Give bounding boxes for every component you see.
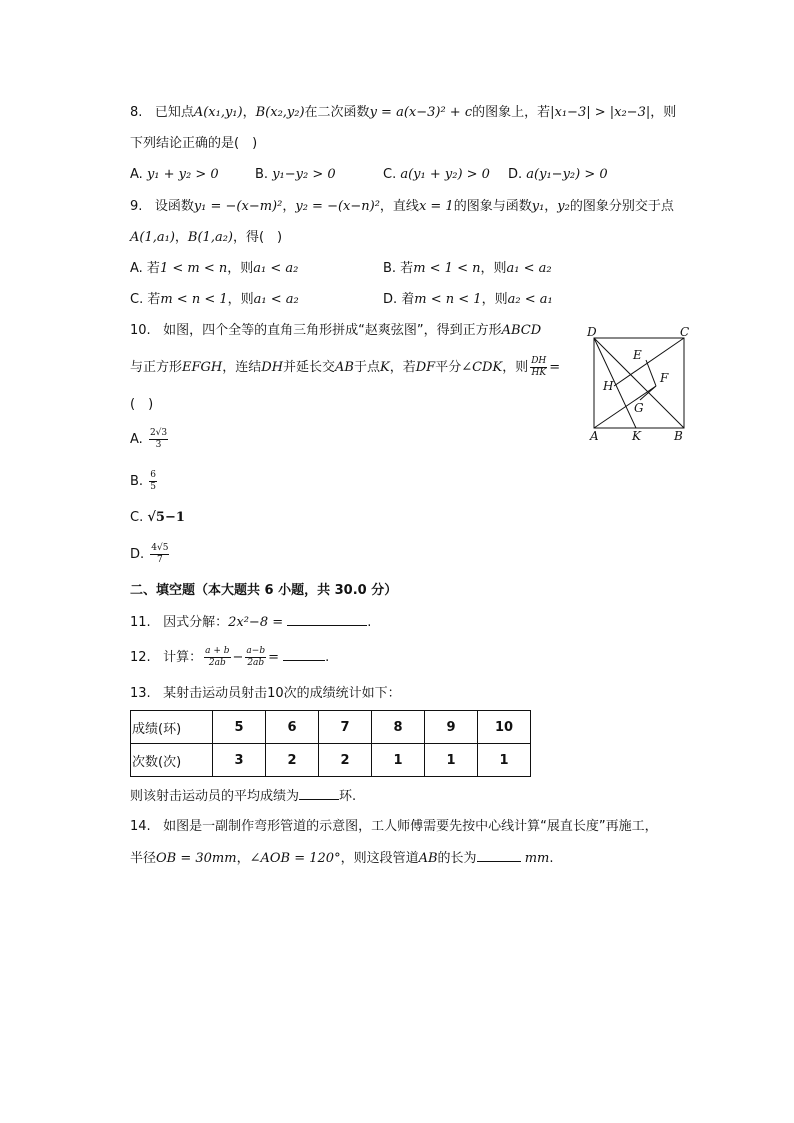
label-f: F	[660, 371, 669, 385]
q8-sep: ，	[242, 105, 256, 120]
q10-ratio-den: HK	[531, 368, 547, 378]
q12-f1-den: 2ab	[208, 658, 226, 668]
q10-option-d	[130, 543, 171, 566]
table-cell: 10	[478, 711, 531, 744]
q10-stem: 如图，四个全等的直角三角形拼成“赵爽弦图”，得到正方形	[163, 323, 502, 338]
q14-sep: ，	[236, 851, 250, 866]
q14-end: .	[549, 851, 554, 866]
q10-angle: ∠CDK	[461, 360, 503, 375]
table-cell: 1	[372, 744, 425, 777]
table-cell: 6	[266, 711, 319, 744]
label-g: G	[634, 401, 644, 415]
q14-ab: AB	[418, 851, 438, 866]
q10-ratio-fraction	[530, 356, 547, 379]
q10-stem-f: ，若	[389, 360, 416, 375]
segment-ef	[646, 360, 656, 386]
table-cell: 1	[425, 744, 478, 777]
q13-after-a: 则该射击运动员的平均成绩为	[130, 789, 300, 804]
q10-option-c-value: √5−1	[147, 510, 185, 525]
q8-point-a: A(x₁,y₁)	[193, 105, 243, 120]
label-e: E	[633, 348, 642, 362]
q9-option-c-cond: m < n < 1	[160, 292, 228, 307]
q14-line1	[130, 818, 658, 836]
q10-stem-h: ，则	[502, 360, 529, 375]
table-cell: 8	[372, 711, 425, 744]
segment-ch	[614, 338, 684, 386]
q9-stem-c: 的图象与函数	[453, 199, 532, 214]
q9-option-a-cond: 1 < m < n	[159, 261, 228, 276]
q13-after-b: 环.	[339, 789, 357, 804]
q8-number: 8.	[130, 105, 143, 120]
q10-stem-g: 平分	[435, 360, 462, 375]
q14-radius: OB = 30mm	[156, 851, 237, 866]
q13-answer-line	[130, 787, 356, 806]
q10-stem-e: 于点	[354, 360, 381, 375]
q10-line1	[130, 322, 541, 340]
q9-y1: y₁	[531, 199, 545, 214]
q12-answer-blank[interactable]	[283, 648, 325, 661]
q8-option-b	[255, 166, 336, 184]
q10-option-a	[130, 428, 170, 451]
q10-option-d-den: 7	[157, 555, 163, 565]
q12-number: 12.	[130, 650, 151, 665]
q14-answer-blank[interactable]	[477, 849, 521, 862]
q10-number: 10.	[130, 323, 151, 338]
q10-option-d-num: 4√5	[151, 543, 169, 553]
q8-function: y = a(x−3)² + c	[369, 105, 473, 120]
q14-stem-c: ，则这段管道	[340, 851, 419, 866]
table-cell: 2	[266, 744, 319, 777]
q9-option-c-mid: ，则	[227, 292, 254, 307]
label-c: C	[680, 325, 690, 339]
q9-y2: y₂	[557, 199, 570, 214]
q10-option-b-frac	[149, 470, 157, 493]
q10-option-b-label: B.	[130, 474, 144, 489]
q9-function-1: y₁ = −(x−m)²	[193, 199, 283, 214]
q10-ratio-num: DH	[531, 356, 547, 366]
q14-number: 14.	[130, 819, 151, 834]
q10-option-b	[130, 470, 159, 493]
q9-line2	[130, 229, 282, 247]
q8-line1	[130, 104, 676, 122]
q14-line2	[130, 849, 554, 868]
q10-k: K	[380, 360, 390, 375]
table-head-count: 次数(次)	[131, 744, 213, 777]
q11-label: 因式分解：	[163, 615, 229, 630]
q13-answer-blank[interactable]	[299, 787, 339, 800]
q10-option-c-label: C.	[130, 510, 144, 525]
table-cell: 7	[319, 711, 372, 744]
zhao-shuang-figure	[584, 322, 696, 444]
table-row	[131, 744, 531, 777]
table-cell: 3	[213, 744, 266, 777]
table-head-score: 成绩(环)	[131, 711, 213, 744]
q9-option-b-cond: m < 1 < n	[413, 261, 481, 276]
q9-option-c	[130, 291, 299, 309]
q8-line2: 下列结论正确的是( )	[130, 136, 258, 151]
segment-dk	[594, 338, 636, 428]
q12-end: .	[325, 650, 330, 665]
table-cell: 1	[478, 744, 531, 777]
q8-option-d-expr: a(y₁−y₂) > 0	[526, 167, 608, 182]
q9-stem: 设函数	[154, 199, 194, 214]
q10-df: DF	[415, 360, 436, 375]
q11-number: 11.	[130, 615, 151, 630]
q9-stem-d: 的图象分别交于点	[569, 199, 674, 214]
label-d: D	[587, 325, 597, 339]
q13-score-table	[130, 710, 531, 777]
table-cell: 2	[319, 744, 372, 777]
label-k: K	[632, 429, 641, 443]
q8-option-a-label: A.	[130, 167, 143, 182]
q10-square-abcd: ABCD	[501, 323, 542, 338]
q10-stem-d: 并延长交	[283, 360, 336, 375]
q11-end: .	[367, 615, 372, 630]
q12-minus: −	[232, 650, 244, 665]
q12-line	[130, 646, 329, 669]
q10-option-a-frac	[149, 428, 168, 451]
q10-option-a-num: 2√3	[149, 428, 168, 438]
q11-line	[130, 613, 371, 632]
table-cell: 9	[425, 711, 478, 744]
q8-condition: |x₁−3| > |x₂−3|	[550, 105, 651, 120]
q9-option-c-res: a₁ < a₂	[253, 292, 299, 307]
q9-option-d-mid: ，则	[481, 292, 508, 307]
q8-option-c	[383, 166, 490, 184]
q9-stem-b: ，直线	[379, 199, 419, 214]
q10-option-d-label: D.	[130, 547, 145, 562]
q9-line-x: x = 1	[418, 199, 454, 214]
table-cell: 5	[213, 711, 266, 744]
q9-sep: ，	[282, 199, 296, 214]
q10-paren: ( )	[130, 397, 154, 412]
q12-eq: =	[268, 650, 279, 665]
q12-f2-den: 2ab	[247, 658, 265, 668]
q8-option-c-expr: a(y₁ + y₂) > 0	[400, 167, 490, 182]
q9-option-d-res: a₂ < a₁	[507, 292, 553, 307]
q12-f2-num: a−b	[246, 646, 266, 656]
q9-sep3: ，	[174, 230, 188, 245]
q9-point-a: A(1,a₁)	[130, 230, 175, 245]
q9-stem-e: ，得( )	[232, 230, 283, 245]
q14-stem: 如图是一副制作弯形管道的示意图，工人师傅需要先按中心线计算“展直长度”再施工，	[163, 819, 658, 834]
q10-ab: AB	[335, 360, 354, 375]
q10-dh: DH	[261, 360, 284, 375]
q8-option-d	[508, 166, 608, 184]
label-b: B	[674, 429, 683, 443]
q11-expression: 2x²−8 =	[228, 615, 284, 630]
q10-option-c	[130, 509, 185, 527]
q9-option-c-label: C. 若	[130, 292, 161, 307]
section-2-title: 二、填空题（本大题共 6 小题，共 30.0 分）	[130, 583, 398, 598]
q13-number: 13.	[130, 686, 151, 701]
q9-option-a-mid: ，则	[227, 261, 254, 276]
q8-option-b-expr: y₁−y₂ > 0	[272, 167, 336, 182]
q8-stem-c: 的图象上，若	[472, 105, 551, 120]
q8-option-b-label: B.	[255, 167, 269, 182]
q9-option-a-res: a₁ < a₂	[253, 261, 299, 276]
q10-option-a-label: A.	[130, 432, 143, 447]
q10-option-d-frac	[150, 543, 169, 566]
q9-option-a	[130, 260, 298, 278]
q9-option-b-res: a₁ < a₂	[506, 261, 552, 276]
q14-unit: mm	[524, 851, 550, 866]
q14-angle: ∠AOB = 120°	[249, 851, 341, 866]
q10-option-b-den: 5	[150, 482, 156, 492]
q9-option-b-mid: ，则	[480, 261, 507, 276]
q9-point-b: B(1,a₂)	[187, 230, 233, 245]
q9-option-b-label: B. 若	[383, 261, 414, 276]
q9-option-a-label: A. 若	[130, 261, 160, 276]
q9-sep2: ，	[544, 199, 558, 214]
q9-option-d-cond: m < n < 1	[414, 292, 482, 307]
q8-option-a	[130, 166, 219, 184]
q10-stem-c: ，连结	[222, 360, 262, 375]
q10-stem-b: 与正方形	[130, 360, 183, 375]
q8-stem-d: ，则	[650, 105, 677, 120]
q13-line	[130, 685, 401, 703]
q9-option-d-label: D. 着	[383, 292, 415, 307]
q14-radius-label: 半径	[130, 851, 157, 866]
label-a: A	[590, 429, 599, 443]
q12-f1-num: a + b	[205, 646, 230, 656]
q12-label: 计算：	[163, 650, 203, 665]
q10-square-efgh: EFGH	[182, 360, 223, 375]
q8-stem-b: 在二次函数	[304, 105, 370, 120]
q10-option-b-num: 6	[150, 470, 156, 480]
q9-function-2: y₂ = −(x−n)²	[295, 199, 380, 214]
q14-stem-d: 的长为	[437, 851, 477, 866]
q8-option-a-expr: y₁ + y₂ > 0	[146, 167, 219, 182]
q9-option-d	[383, 291, 553, 309]
q9-number: 9.	[130, 199, 143, 214]
q13-stem: 某射击运动员射击10次的成绩统计如下：	[163, 686, 401, 701]
q11-answer-blank[interactable]	[287, 613, 367, 626]
q9-line1	[130, 198, 674, 216]
q8-option-d-label: D.	[508, 167, 523, 182]
table-row	[131, 711, 531, 744]
q8-option-c-label: C.	[383, 167, 397, 182]
q12-fraction-1	[204, 646, 230, 669]
q10-option-a-den: 3	[155, 440, 162, 450]
q8-point-b: B(x₂,y₂)	[255, 105, 305, 120]
label-h: H	[603, 379, 614, 393]
q10-eq: =	[549, 360, 561, 375]
q12-fraction-2	[245, 646, 266, 669]
q8-stem: 已知点	[154, 105, 194, 120]
q10-line2	[130, 356, 560, 379]
q9-option-b	[383, 260, 552, 278]
